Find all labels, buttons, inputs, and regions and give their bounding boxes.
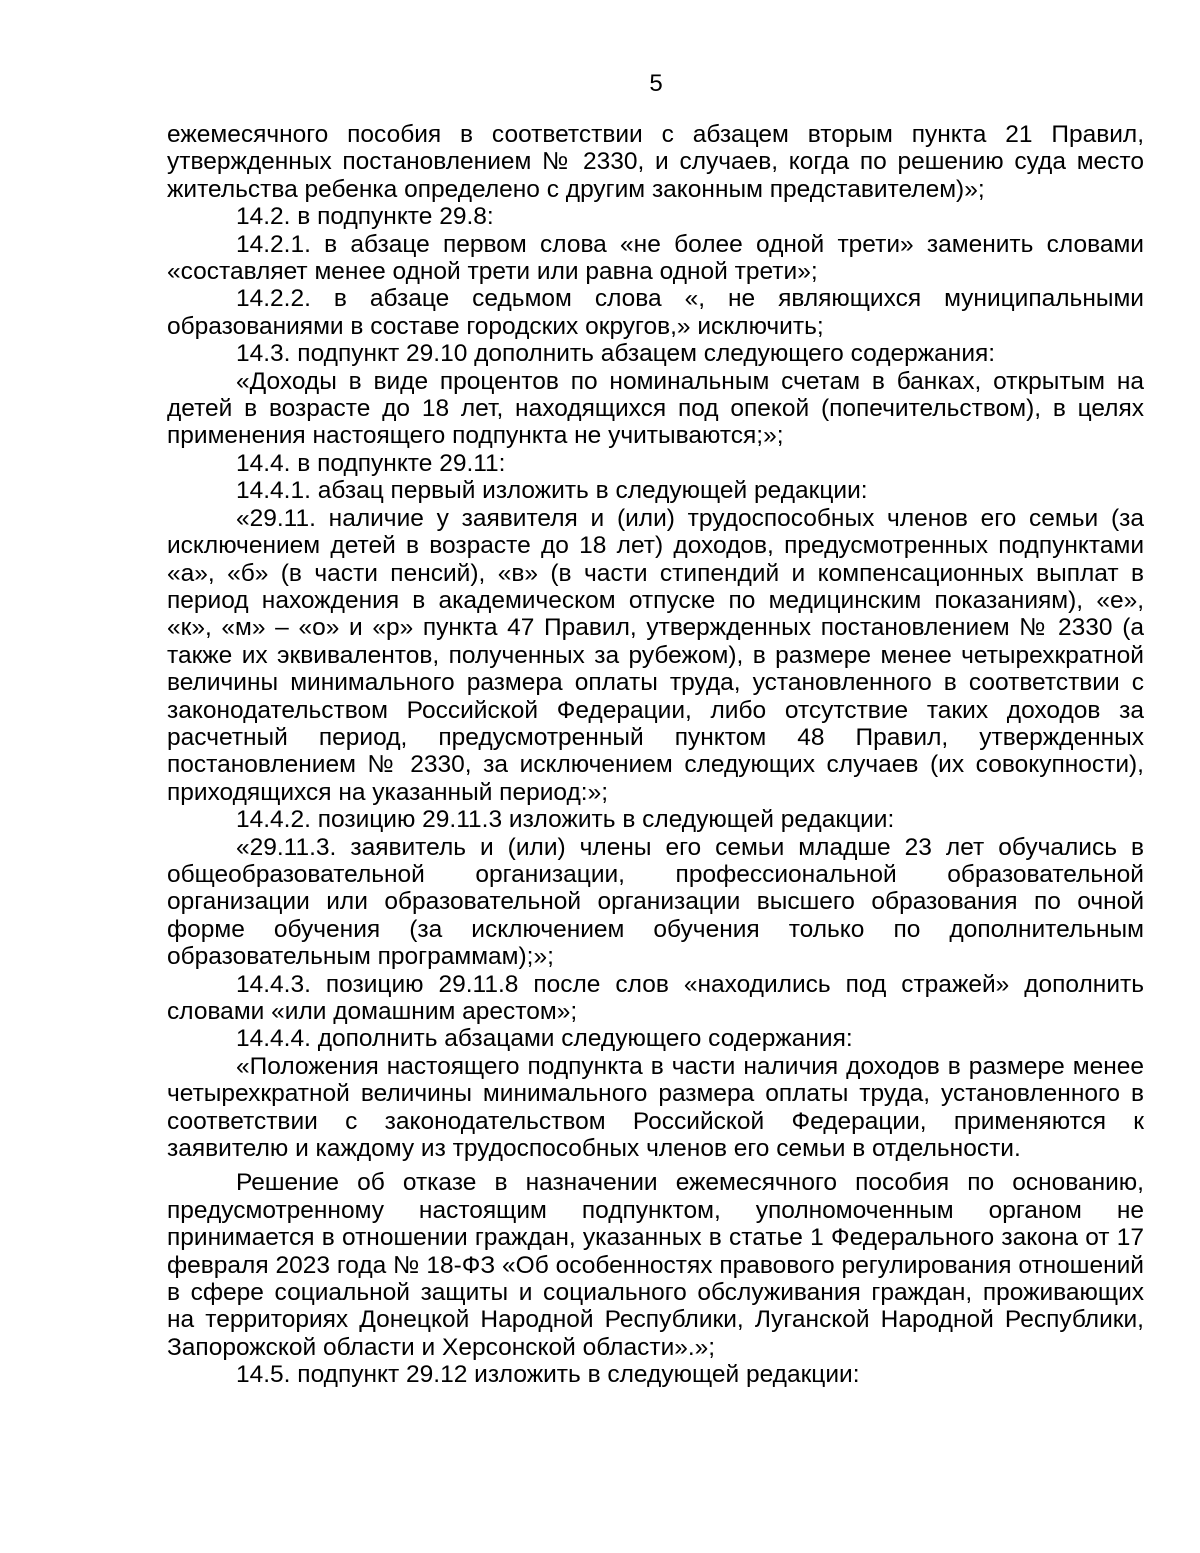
- paragraph-14-2: 14.2. в подпункте 29.8:: [236, 203, 494, 231]
- page-number: 5: [649, 70, 663, 97]
- paragraph-refusal-decision: Решение об отказе в назначении ежемесячного пособия по основанию, предусмотренному настоящим подпунктом, уполномоченным органом не принимается в отношении граждан, указанных в статье 1 Федерального закона от 17 февраля 2023 года № 18-ФЗ «Об особенностях правового регулирования отношений в сфере социальной защиты и социального обслуживания граждан, проживающих на территориях Донецкой Народной Республики, Луганской Народной Республики, Запорожской области и Херсонской области».»;: [167, 1169, 1144, 1361]
- paragraph-14-2-2: 14.2.2. в абзаце седьмом слова «, не являющихся муниципальными образованиями в составе городских округов,» исключить;: [167, 285, 1144, 340]
- paragraph-14-4-4: 14.4.4. дополнить абзацами следующего содержания:: [236, 1025, 853, 1053]
- document-body: [167, 121, 1144, 1389]
- paragraph-14-4-1: 14.4.1. абзац первый изложить в следующей редакции:: [236, 477, 868, 505]
- paragraph-continuation: ежемесячного пособия в соответствии с абзацем вторым пункта 21 Правил, утвержденных постановлением № 2330, и случаев, когда по решению суда место жительства ребенка определено с другим законным представителем)»;: [167, 121, 1144, 203]
- paragraph-14-4-2: 14.4.2. позицию 29.11.3 изложить в следующей редакции:: [236, 806, 895, 834]
- paragraph-29-11-quote: «29.11. наличие у заявителя и (или) трудоспособных членов его семьи (за исключением детей в возрасте до 18 лет) доходов, предусмотренных подпунктами «а», «б» (в части пенсий), «в» (в части стипендий и компенсационных выплат в период нахождения в академическом отпуске по медицинским показаниям), «е», «к», «м» – «о» и «р» пункта 47 Правил, утвержденных постановлением № 2330 (а также их эквивалентов, полученных за рубежом), в размере менее четырехкратной величины минимального размера оплаты труда, установленного в соответствии с законодательством Российской Федерации, либо отсутствие таких доходов за расчетный период, предусмотренный пунктом 48 Правил, утвержденных постановлением № 2330, за исключением следующих случаев (их совокупности), приходящихся на указанный период:»;: [167, 504, 1144, 806]
- paragraph-14-4-3: 14.4.3. позицию 29.11.8 после слов «находились под стражей» дополнить словами «или домашним арестом»;: [167, 970, 1144, 1025]
- paragraph-14-3-quote: «Доходы в виде процентов по номинальным счетам в банках, открытым на детей в возрасте до 18 лет, находящихся под опекой (попечительством), в целях применения настоящего подпункта не учитываются;»;: [167, 367, 1144, 450]
- paragraph-14-2-1: 14.2.1. в абзаце первом слова «не более одной трети» заменить словами «составляет менее одной трети или равна одной трети»;: [167, 230, 1144, 286]
- paragraph-provisions-quote: «Положения настоящего подпункта в части наличия доходов в размере менее четырехкратной величины минимального размера оплаты труда, установленного в соответствии с законодательством Российской Федерации, применяются к заявителю и каждому из трудоспособных членов его семьи в отдельности.: [167, 1052, 1144, 1163]
- paragraph-14-3: 14.3. подпункт 29.10 дополнить абзацем следующего содержания:: [236, 340, 996, 368]
- paragraph-14-5: 14.5. подпункт 29.12 изложить в следующей редакции:: [236, 1361, 860, 1389]
- paragraph-14-4: 14.4. в подпункте 29.11:: [236, 449, 506, 477]
- paragraph-29-11-3-quote: «29.11.3. заявитель и (или) члены его семьи младше 23 лет обучались в общеобразовательной организации, профессиональной образовательной организации или образовательной организации высшего образования по очной форме обучения (за исключением обучения только по дополнительным образовательным программам);»;: [167, 833, 1144, 971]
